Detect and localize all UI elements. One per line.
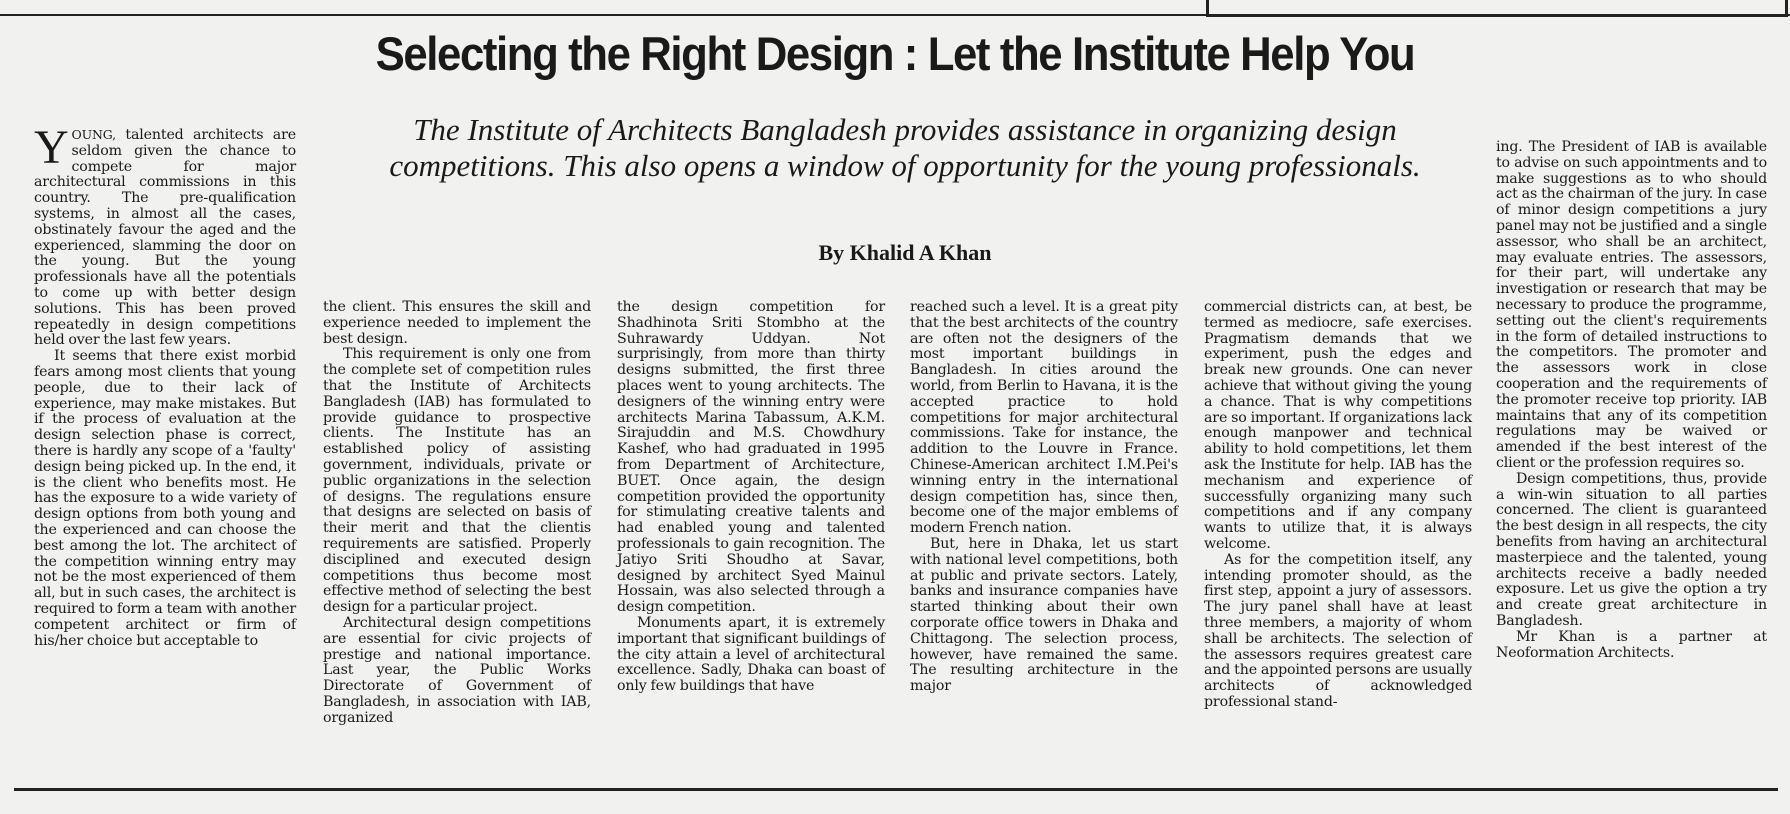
author-note: Mr Khan is a partner at Neoformation Architects. xyxy=(1496,628,1767,661)
column-4-paragraph-1: reached such a level. It is a great pity that the best architects of the country are often not the designers of the most important buildings in Bangladesh. In cities around the world, from Berlin to Havana, it is the accepted practice to hold competitions for major architectural commissions. Take for instance, the addition to the Louvre in France. Chinese-American architect I.M.Pei's winning entry in the international design competition has, since then, become one of the major emblems of modern French nation. xyxy=(910,299,1178,537)
byline: By Khalid A Khan xyxy=(818,240,992,265)
column-5-paragraph-2: As for the competition itself, any intending promoter should, as the first step, appoint a jury of assessors. The jury panel shall have at least three members, a majority of whom shall be architects. The selection of the assessors requires greatest care and the appointed persons are usually architects of acknowledged professional stand- xyxy=(1204,551,1472,710)
column-2-paragraph-1: the client. This ensures the skill and experience needed to implement the best design. xyxy=(323,299,591,347)
column-6-paragraph-1: ing. The President of IAB is available to advise on such appointments and to make suggestions as to who should act as the chairman of the jury. In case of minor design competitions a jury panel may not be justified and a single assessor, who shall be an architect, may evaluate entries. The assessors, for their part, will undertake any investigation or research that may be necessary to produce the programme, setting out the client's requirements in the form of detailed instructions to the competitors. The promoter and the assessors work in close cooperation and the requirements of the promoter receive top priority. IAB maintains that any of its competition regulations may be waived or amended if the best interest of the client or the profession requires so. xyxy=(1496,139,1767,471)
paragraph-text: talented architects are seldom given the chance to compete for major architectural commissions in this country. The pre-qualification systems, in almost all the cases, obstinately favour the aged and the experienced, slamming the door on the young. But the young professionals have all the potentials to come up with better design solutions. This has been proved repeatedly in design competitions held over the last few years. xyxy=(34,127,296,349)
lead-word: OUNG, xyxy=(71,127,116,142)
column-3-paragraph-2: Monuments apart, it is extremely important that significant buildings of the city attain a level of architectural excellence. Sadly, Dhaka can boast of only few buildings that have xyxy=(617,614,885,695)
column-4-paragraph-2: But, here in Dhaka, let us start with national level competitions, both at public and private sectors. Lately, banks and insurance companies have started thinking about their own corporate office towers in Dhaka and Chittagong. The selection process, however, have remained the same. The resulting architecture in the major xyxy=(910,535,1178,695)
bottom-rule xyxy=(14,788,1778,791)
column-1-paragraph-1 xyxy=(34,121,296,349)
column-4 xyxy=(910,300,1178,695)
column-2 xyxy=(323,300,591,727)
deck: The Institute of Architects Bangladesh provides assistance in organizing design competitions. This also opens a window of opportunity for the young professionals. xyxy=(389,112,1421,183)
column-5-paragraph-1: commercial districts can, at best, be termed as mediocre, safe exercises. Pragmatism demands that we experiment, push the edges and break new grounds. One can never achieve that without giving the young a chance. That is why competitions are so important. If organizations lack enough manpower and technical ability to hold competitions, let them ask the Institute for help. IAB has the mechanism and experience of successfully organizing many such competitions and if any company wants to utilize that, it is always welcome. xyxy=(1204,299,1472,552)
drop-cap: Y xyxy=(34,121,69,174)
column-2-paragraph-2: This requirement is only one from the complete set of competition rules that the Institute of Architects Bangladesh (IAB) has formulated to provide guidance to prospective clients. The Institute has an established policy of assisting government, individuals, private or public organizations in the selection of designs. The regulations ensure that designs are selected on basis of their merit and that the clientis requirements are satisfied. Properly disciplined and executed design competitions thus become most effective method of selecting the best design for a particular project. xyxy=(323,346,591,616)
column-1 xyxy=(34,121,296,649)
headline: Selecting the Right Design : Let the Institute Help You xyxy=(375,27,1415,80)
column-2-paragraph-3: Architectural design competitions are essential for civic projects of prestige and national importance. Last year, the Public Works Directorate of Government of Bangladesh, in association with IAB, organized xyxy=(323,614,591,726)
column-5 xyxy=(1204,300,1472,711)
column-6 xyxy=(1496,140,1767,661)
adjacent-box-border xyxy=(1206,0,1788,17)
column-3 xyxy=(617,300,885,695)
column-6-paragraph-2: Design competitions, thus, provide a win-win situation to all parties concerned. The client is guaranteed the best design in all respects, the city benefits from having an architectural masterpiece and the talented, young architects receive a badly needed exposure. Let us give the option a try and create great architecture in Bangladesh. xyxy=(1496,470,1767,629)
column-1-paragraph-2: It seems that there exist morbid fears among most clients that young people, due to their lack of experience, may make mistakes. But if the process of evaluation at the design selection phase is correct, there is hardly any scope of a 'faulty' design being picked up. In the end, it is the client who benefits most. He has the exposure to a wide variety of design options from both young and the experienced and can choose the best among the lot. The architect of the competition winning entry may not be the most experienced of them all, but in such cases, the architect is required to form a team with another competent architect or firm of his/her choice but acceptable to xyxy=(34,348,296,649)
column-3-paragraph-1: the design competition for Shadhinota Sriti Stombho at the Suhrawardy Uddyan. Not surprisingly, from more than thirty designs submitted, the first three places went to young architects. The designers of the winning entry were architects Marina Tabassum, A.K.M. Sirajuddin and M.S. Chowdhury Kashef, who had graduated in 1995 from Department of Architecture, BUET. Once again, the design competition provided the opportunity for stimulating creative talents and had enabled young and talented professionals to gain recognition. The Jatiyo Sriti Shoudho at Savar, designed by architect Syed Mainul Hossain, was also selected through a design competition. xyxy=(617,299,885,616)
